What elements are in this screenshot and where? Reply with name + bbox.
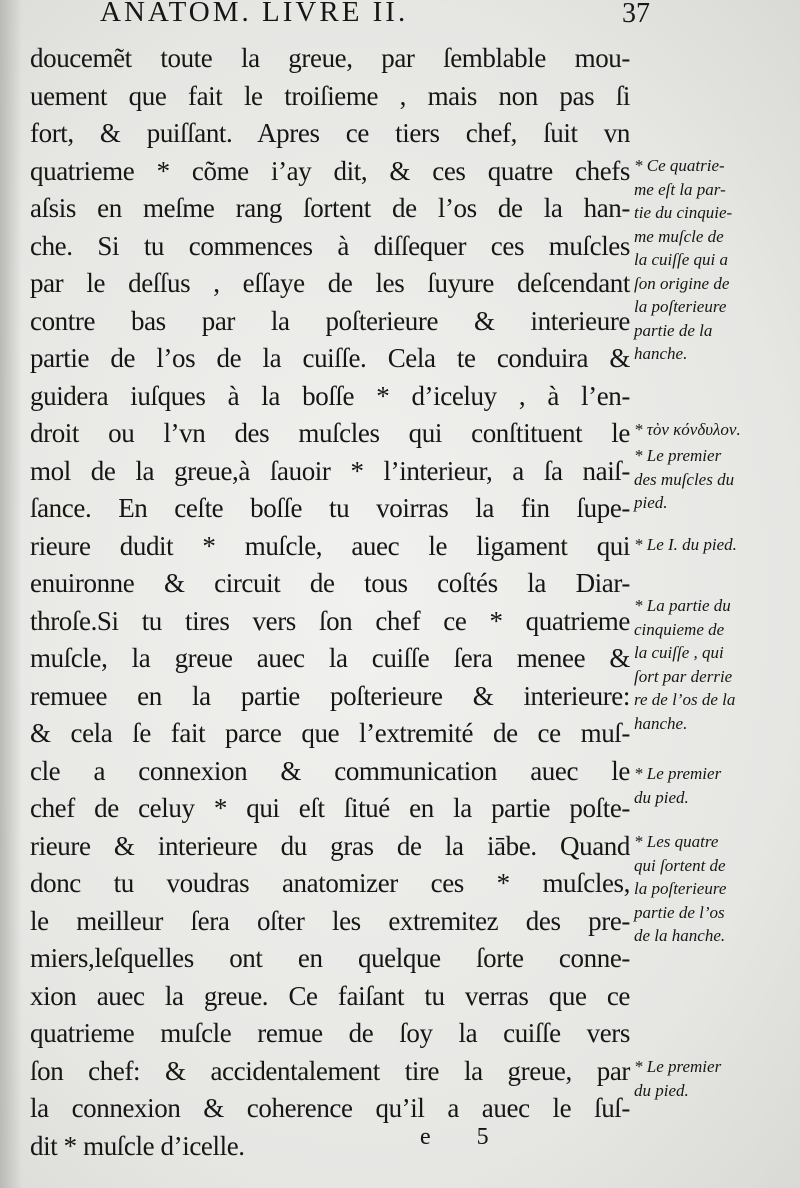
- note-line: du pied.: [634, 787, 689, 807]
- text-line: rieure dudit * muſcle, auec le ligament qui: [30, 530, 630, 561]
- note-line: me eſt la par-: [634, 179, 726, 199]
- note-line: cinquieme de: [634, 619, 725, 639]
- note-line: hanche.: [634, 713, 688, 733]
- note-line: * Les quatre: [634, 832, 719, 851]
- text-line: la connexion & coherence qu’il a auec le ſuſ-: [30, 1093, 630, 1123]
- text-line: par le deſſus , eſſaye de les ſuyure deſcendant: [30, 268, 630, 298]
- text-line: dit * muſcle d’icelle.: [30, 1130, 245, 1161]
- text-line: quatrieme muſcle remue de ſoy la cuiſſe vers: [30, 1018, 630, 1048]
- main-text-column: [30, 40, 630, 1165]
- text-line: donc tu voudras anatomizer ces * muſcles,: [30, 868, 630, 898]
- note-line: * τὸν κόνδυλον.: [634, 420, 741, 439]
- running-title: ANATOM. LIVRE II.: [100, 0, 409, 28]
- note-line: partie de l’os: [634, 902, 725, 922]
- margin-note: [634, 830, 794, 948]
- note-line: me muſcle de: [634, 226, 724, 246]
- text-line: fort, & puiſſant. Apres ce tiers chef, ſuit vn: [30, 118, 630, 148]
- text-line: & cela ſe fait parce que l’extremité de ce muſ-: [30, 718, 630, 748]
- text-line: enuironne & circuit de tous coſtés la Diar-: [30, 568, 630, 598]
- note-line: qui ſortent de: [634, 855, 726, 875]
- note-line: tie du cinquie-: [634, 203, 733, 222]
- note-line: * La partie du: [634, 596, 731, 615]
- note-line: ſon origine de: [634, 273, 730, 293]
- note-line: * Ce quatrie-: [634, 156, 725, 175]
- note-line: de la hanche.: [634, 926, 726, 945]
- text-line: remuee en la partie poſterieure & interieure:: [30, 680, 630, 711]
- text-line: throſe.Si tu tires vers ſon chef ce * quatrieme: [30, 605, 630, 636]
- text-line: cle a connexion & communication auec le: [30, 755, 630, 786]
- note-line: ſort par derrie: [634, 666, 733, 686]
- margin-note: [634, 1055, 794, 1102]
- text-line: xion auec la greue. Ce faiſant tu verras que ce: [30, 980, 630, 1011]
- gutter-shadow: [0, 0, 22, 1188]
- note-line: la cuiſſe qui a: [634, 250, 728, 269]
- margin-note: [634, 533, 794, 557]
- note-line: * Le premier: [634, 764, 722, 783]
- text-line: chef de celuy * qui eſt ſitué en la partie poſte-: [30, 793, 630, 823]
- margin-note: [634, 418, 794, 442]
- text-line: guidera iuſques à la boſſe * d’iceluy , à l’en-: [30, 380, 630, 411]
- text-line: droit ou l’vn des muſcles qui conſtituent le: [30, 418, 630, 448]
- text-line: rieure & interieure du gras de la iābe. Quand: [30, 830, 630, 861]
- note-line: * Le premier: [634, 446, 722, 465]
- text-line: contre bas par la poſterieure & interieure: [30, 305, 630, 336]
- note-line: * Le I. du pied.: [634, 535, 737, 554]
- text-line: partie de l’os de la cuiſſe. Cela te conduira &: [30, 343, 630, 373]
- text-line: ſance. En ceſte boſſe tu voirras la fin ſupe-: [30, 493, 630, 523]
- note-line: des muſcles du: [634, 469, 735, 489]
- text-line: miers,leſquelles ont en quelque ſorte conne-: [30, 943, 630, 973]
- text-line: uement que fait le troiſieme , mais non pas ſi: [30, 80, 630, 111]
- signature-mark: e 5: [420, 1124, 509, 1150]
- text-line: muſcle, la greue auec la cuiſſe ſera menee &: [30, 643, 630, 673]
- text-line: ſon chef: & accidentalement tire la greue, par: [30, 1055, 630, 1086]
- text-line: doucemẽt toute la greue, par ſemblable mou-: [30, 43, 630, 73]
- margin-note: [634, 154, 794, 366]
- note-line: la cuiſſe , qui: [634, 643, 724, 662]
- note-line: pied.: [634, 493, 668, 512]
- text-line: aſsis en meſme rang ſortent de l’os de la han-: [30, 193, 630, 223]
- text-line: quatrieme * cõme i’ay dit, & ces quatre chefs: [30, 155, 630, 186]
- note-line: la poſterieure: [634, 297, 727, 316]
- text-line: le meilleur ſera oſter les extremitez des pre-: [30, 905, 630, 936]
- text-line: che. Si tu commences à diſſequer ces muſcles: [30, 230, 630, 261]
- note-line: du pied.: [634, 1080, 689, 1100]
- margin-note: [634, 762, 794, 809]
- note-line: partie de la: [634, 320, 713, 340]
- margin-note: [634, 594, 794, 735]
- note-line: re de l’os de la: [634, 690, 736, 709]
- note-line: la poſterieure: [634, 879, 727, 898]
- margin-note: [634, 444, 794, 515]
- text-line: mol de la greue,à ſauoir * l’interieur, a ſa naiſ-: [30, 455, 630, 486]
- page-number: 37: [622, 0, 650, 29]
- note-line: hanche.: [634, 344, 688, 363]
- note-line: * Le premier: [634, 1057, 722, 1076]
